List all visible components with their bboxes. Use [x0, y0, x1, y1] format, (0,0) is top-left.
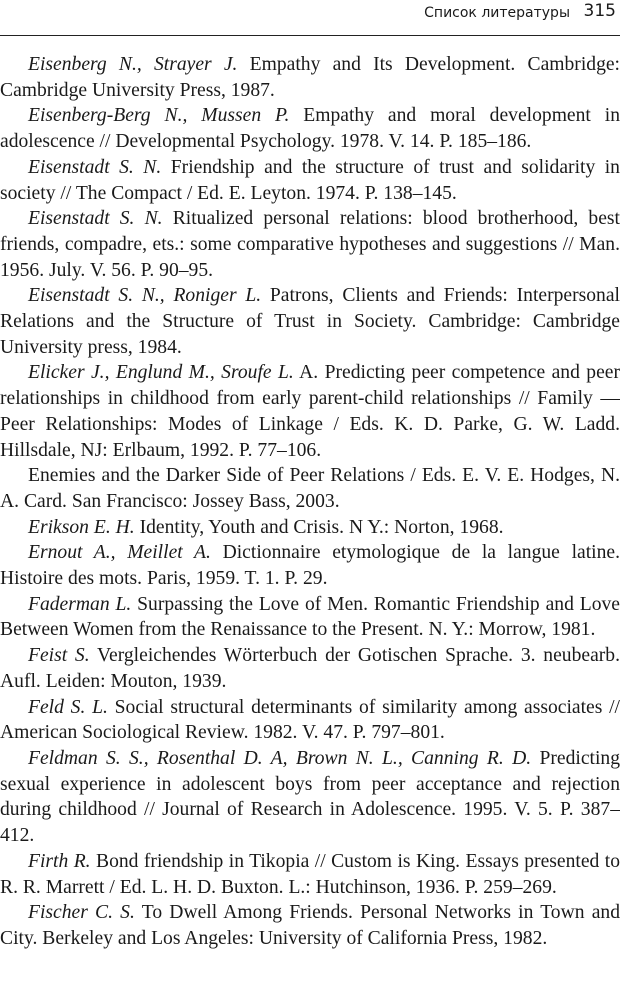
reference-authors: Feldman S. S., Rosenthal D. A, Brown N. L., Canning R. D.	[28, 747, 532, 769]
reference-entry	[0, 206, 620, 283]
reference-text: Empathy and moral development in adolescence // Developmental Psychology. 1978. V. 14. P. 185–186.	[0, 105, 620, 153]
reference-entry	[0, 592, 620, 643]
reference-text: Social structural determinants of similarity among associates // American Sociological Review. 1982. V. 47. P. 797–801.	[0, 696, 620, 744]
reference-authors: Feist S.	[28, 645, 90, 667]
header-rule	[0, 35, 620, 36]
reference-entry	[0, 695, 620, 746]
reference-authors: Fischer C. S.	[28, 902, 135, 924]
running-header-title: Список литературы	[424, 5, 570, 21]
reference-authors: Faderman L.	[28, 593, 132, 615]
reference-authors: Firth R.	[28, 850, 91, 872]
reference-entry	[0, 52, 620, 103]
reference-text: Bond friendship in Tikopia // Custom is King. Essays presented to R. R. Marrett / Ed. L. H. D. Buxton. L.: Hutchinson, 1936. P. 259–269.	[0, 850, 620, 898]
reference-entry	[0, 900, 620, 951]
reference-text: Friendship and the structure of trust and solidarity in society // The Compact / Ed. E. Leyton. 1974. P. 138–145.	[0, 156, 620, 204]
reference-text: Ritualized personal relations: blood brotherhood, best friends, compadre, ets.: some comparative hypotheses and suggestions // Man. 1956. July. V. 56. P. 90–95.	[0, 208, 620, 281]
reference-authors: Eisenberg-Berg N., Mussen P.	[28, 105, 290, 127]
reference-entry	[0, 103, 620, 154]
reference-text: Enemies and the Darker Side of Peer Relations / Eds. E. V. E. Hodges, N. A. Card. San Francisco: Jossey Bass, 2003.	[0, 465, 620, 512]
reference-entry	[0, 283, 620, 360]
reference-authors: Feld S. L.	[28, 696, 108, 718]
reference-text: Surpassing the Love of Men. Romantic Friendship and Love Between Women from the Renaissance to the Present. N. Y.: Morrow, 1981.	[0, 593, 620, 641]
reference-text: Empathy and Its Development. Cambridge: Cambridge University Press, 1987.	[0, 54, 620, 101]
reference-authors: Eisenberg N., Strayer J.	[28, 54, 238, 75]
reference-authors: Eisenstadt S. N.	[28, 208, 163, 230]
reference-text: Identity, Youth and Crisis. N Y.: Norton, 1968.	[134, 516, 504, 538]
reference-text: Predicting sexual experience in adolescent boys from peer acceptance and rejection during childhood // Journal of Research in Adolescence. 1995. V. 5. P. 387–412.	[0, 747, 620, 847]
reference-authors: Eisenstadt S. N.	[28, 156, 162, 178]
reference-entry	[0, 643, 620, 694]
reference-list	[0, 52, 620, 952]
reference-entry	[0, 360, 620, 463]
reference-text: Patrons, Clients and Friends: Interpersonal Relations and the Structure of Trust in Society. Cambridge: Cambridge University press, 1984.	[0, 285, 620, 358]
reference-authors: Ernout A., Meillet A.	[28, 542, 211, 564]
reference-authors: Erikson E. H.	[28, 516, 135, 538]
reference-entry	[0, 540, 620, 591]
reference-authors: Elicker J., Englund M., Sroufe L.	[28, 362, 294, 384]
reference-text: Vergleichendes Wörterbuch der Gotischen Sprache. 3. neubearb. Aufl. Leiden: Mouton, 1939.	[0, 645, 620, 692]
reference-text: Dictionnaire etymologique de la langue latine. Histoire des mots. Paris, 1959. T. 1. P. 29.	[0, 542, 620, 590]
page-number: 315	[583, 1, 616, 21]
reference-text: To Dwell Among Friends. Personal Networks in Town and City. Berkeley and Los Angeles: University of California Press, 1982.	[0, 902, 620, 949]
reference-entry	[0, 463, 620, 514]
reference-entry	[0, 155, 620, 206]
reference-entry	[0, 515, 620, 541]
reference-entry	[0, 746, 620, 849]
reference-text: A. Predicting peer competence and peer relationships in childhood from early parent-child relationships // Family — Peer Relationships: Modes of Linkage / Eds. K. D. Parke, G. W. Ladd. Hillsdale, NJ: Erlbaum, 1992. P. 77–106.	[0, 362, 620, 461]
reference-entry	[0, 849, 620, 900]
reference-authors: Eisenstadt S. N., Roniger L.	[28, 285, 262, 307]
running-header	[0, 0, 620, 36]
